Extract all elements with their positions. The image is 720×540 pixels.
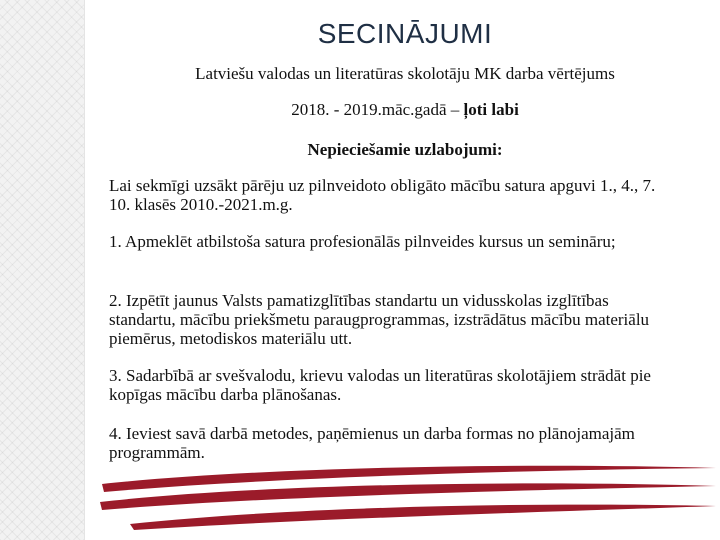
improvement-item-1: 1. Apmeklēt atbilstoša satura profesionālās pilnveides kursus un semināru; bbox=[109, 232, 616, 251]
improvements-heading: Nepieciešamie uzlabojumi: bbox=[307, 140, 503, 159]
rating-line bbox=[90, 100, 720, 120]
intro-paragraph: Lai sekmīgi uzsākt pārēju uz pilnveidoto obligāto mācību satura apguvi 1., 4., 7. 10. klasēs 2010.-2021.m.g. bbox=[109, 176, 656, 214]
subtitle: Latviešu valodas un literatūras skolotāju MK darba vērtējums bbox=[195, 64, 615, 83]
improvement-item-3: 3. Sadarbībā ar svešvalodu, krievu valodas un literatūras skolotājiem strādāt pie kopīgas mācību darba plānošanas. bbox=[109, 366, 651, 404]
improvement-item-4: 4. Ieviest savā darbā metodes, paņēmienus un darba formas no plānojamajām programmām. bbox=[109, 424, 635, 462]
decorative-side-strip bbox=[0, 0, 85, 540]
decorative-red-ribbon bbox=[90, 458, 720, 540]
ribbon-stripe-3 bbox=[130, 505, 716, 530]
rating-period: 2018. - 2019.māc.gadā – bbox=[291, 100, 464, 119]
improvement-item-2: 2. Izpētīt jaunus Valsts pamatizglītības standartu un vidusskolas izglītības standartu, mācību priekšmetu paraugprogrammas, izstrādātus mācību materiālu piemērus, metodiskos materiālu utt. bbox=[109, 291, 650, 348]
rating-value: ļoti labi bbox=[463, 100, 519, 119]
page-title: SECINĀJUMI bbox=[317, 18, 493, 49]
